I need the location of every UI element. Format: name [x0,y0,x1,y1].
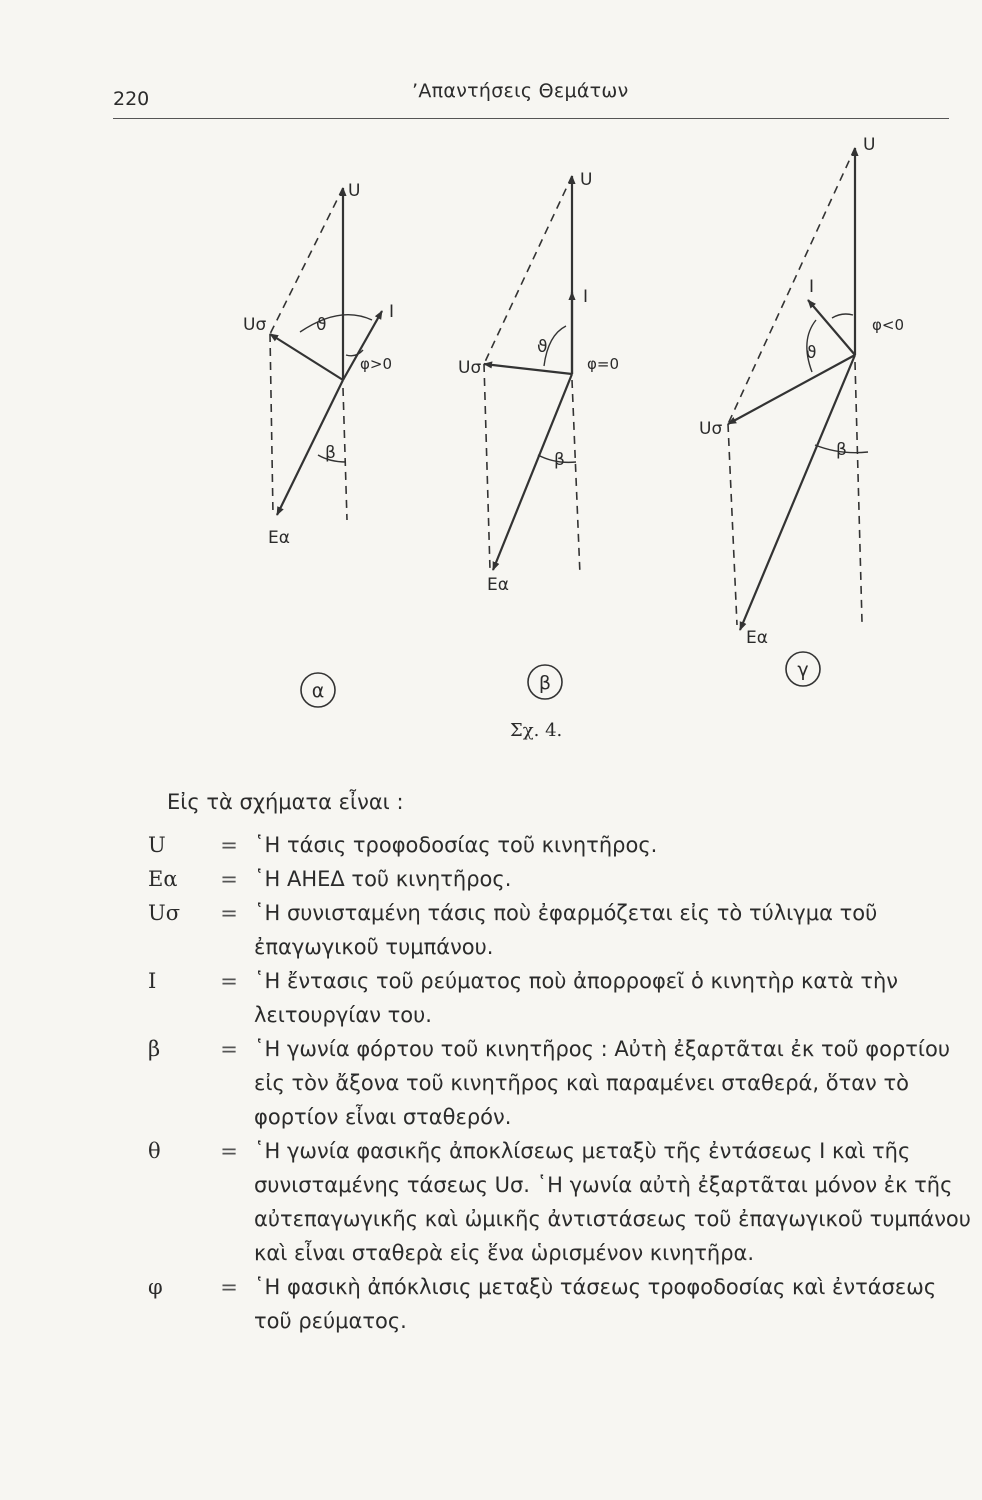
label-u: U [348,181,361,201]
definition-text: ῾Η ἔντασις τοῦ ρεύματος ποὺ ἀπορροφεῖ ὁ κινητὴρ κατὰ τὴν λειτουργίαν του. [254,969,899,1027]
definition-item [148,828,978,862]
definition-symbol: I [148,969,157,993]
page-number: 220 [113,88,150,110]
panel-id-alpha: α [311,680,325,702]
label-us: Uσ [699,419,723,439]
label-u: U [580,170,593,190]
vector-us [484,364,572,374]
vector-ea [493,374,572,570]
definition-equals: = [220,901,238,925]
definition-equals: = [220,969,238,993]
label-theta: ϑ [537,337,548,357]
label-ea: Εα [268,528,290,548]
definition-equals: = [220,833,238,857]
definitions-list [148,828,978,1338]
definition-text: ῾Η γωνία φασικῆς ἀποκλίσεως μεταξὺ τῆς ἐντάσεως I καὶ τῆς συνισταμένης τάσεως Uσ. ῾Η γωνία αὐτὴ ἐξαρτᾶται μόνον ἐκ τῆς αὐτεπαγωγικῆς καὶ ὠμικῆς ἀντιστάσεως τοῦ ἐπαγωγικοῦ τυμπάνου καὶ εἶναι σταθερὰ εἰς ἕνα ὡρισμένον κινητῆρα. [254,1139,971,1265]
label-ea: Εα [487,575,509,595]
definition-item [148,964,978,1032]
definition-text: ῾Η συνισταμένη τάσις ποὺ ἐφαρμόζεται εἰς τὸ τύλιγμα τοῦ ἐπαγωγικοῦ τυμπάνου. [254,901,878,959]
intro-line: Εἰς τὰ σχήματα εἶναι : [167,790,404,814]
definition-text: ῾Η τάσις τροφοδοσίας τοῦ κινητῆρος. [254,833,658,857]
label-u: U [863,135,876,155]
figure-caption: Σχ. 4. [510,720,563,741]
label-i: I [389,302,395,322]
dashed-line [270,188,343,334]
dashed-line [484,364,490,570]
definition-text: ῾Η γωνία φόρτου τοῦ κινητῆρος : Αὐτὴ ἐξαρτᾶται ἐκ τοῦ φορτίου εἰς τὸν ἄξονα τοῦ κινητῆρος καὶ παραμένει σταθερά, ὅταν τὸ φορτίον εἶναι σταθερόν. [254,1037,951,1129]
definition-symbol: β [148,1037,161,1061]
angle-arc [300,315,372,332]
label-beta: β [836,440,847,460]
label-theta: ϑ [316,315,327,335]
panel-alpha-diagram [270,188,382,520]
definition-item [148,1134,978,1270]
definition-text: ῾Η φασικὴ ἀπόκλισις μεταξὺ τάσεως τροφοδοσίας καὶ ἐντάσεως τοῦ ρεύματος. [254,1275,937,1333]
label-us: Uσ [458,358,482,378]
panel-id-beta: β [538,672,552,694]
definition-symbol: θ [148,1139,161,1163]
vector-ea [740,355,855,630]
angle-arc [832,314,853,318]
label-phi: φ<0 [872,316,905,334]
label-phi: φ=0 [587,355,620,373]
label-theta: ϑ [806,343,817,363]
label-ea: Εα [746,628,768,648]
dashed-line [728,424,737,625]
label-beta: β [325,443,336,463]
panel-beta-diagram [484,176,580,575]
dashed-line [270,334,273,515]
definition-symbol: Uσ [148,901,181,925]
vector-us [728,355,855,424]
dashed-line [572,380,580,575]
definition-equals: = [220,1037,238,1061]
definition-item [148,862,978,896]
definition-item [148,896,978,964]
label-i: I [583,287,589,307]
dashed-line [728,148,855,424]
definition-equals: = [220,867,238,891]
definition-item [148,1270,978,1338]
dashed-line [343,388,347,520]
label-us: Uσ [243,315,267,335]
running-title: ’Απαντήσεις Θεμάτων [412,80,629,102]
panel-gamma-diagram [728,148,868,630]
label-phi: φ>0 [360,355,393,373]
dashed-line [484,176,572,364]
dashed-line [855,362,862,622]
label-beta: β [554,450,565,470]
definition-symbol: U [148,833,166,857]
vector-us [270,334,343,380]
definition-text: ῾Η ΑΗΕΔ τοῦ κινητῆρος. [254,867,512,891]
definition-symbol: Eα [148,867,178,891]
definition-symbol: φ [148,1275,163,1299]
label-i: I [809,277,815,297]
definition-equals: = [220,1275,238,1299]
definition-item [148,1032,978,1134]
definition-equals: = [220,1139,238,1163]
panel-id-gamma: γ [797,659,809,681]
